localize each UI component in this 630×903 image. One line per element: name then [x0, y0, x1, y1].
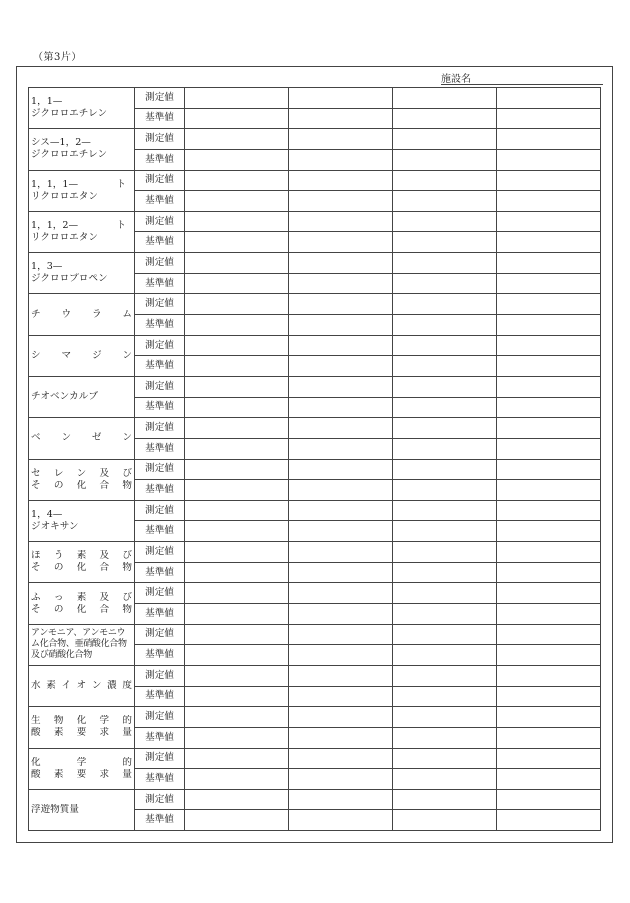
value-input-cell[interactable]: [393, 789, 497, 810]
table-row: [29, 789, 601, 810]
standard-value-label: 基準値: [135, 149, 185, 170]
pollutant-name-cell: [29, 376, 135, 417]
pollutant-name-cell: [29, 542, 135, 583]
table-row: [29, 748, 601, 769]
value-input-cell[interactable]: [393, 727, 497, 748]
table-row: [29, 624, 601, 645]
value-input-cell[interactable]: [289, 707, 393, 728]
pollutant-name-line1: セレン及び: [31, 467, 132, 479]
value-input-cell[interactable]: [497, 211, 601, 232]
value-input-cell[interactable]: [289, 129, 393, 150]
table-row: [29, 583, 601, 604]
pollutant-name-line1: 1，4—: [31, 508, 63, 520]
value-input-cell[interactable]: [393, 191, 497, 212]
table-row: [29, 253, 601, 274]
value-input-cell[interactable]: [289, 727, 393, 748]
pollutant-name-line2: その化合物: [31, 562, 132, 574]
value-input-cell[interactable]: [497, 583, 601, 604]
value-input-cell[interactable]: [497, 789, 601, 810]
value-input-cell[interactable]: [393, 686, 497, 707]
value-input-cell[interactable]: [393, 604, 497, 625]
value-input-cell[interactable]: [289, 480, 393, 501]
value-input-cell[interactable]: [393, 542, 497, 563]
pollutant-name-cell: [29, 170, 135, 211]
value-input-cell[interactable]: [289, 191, 393, 212]
pollutant-name-cell: [29, 294, 135, 335]
value-input-cell[interactable]: [393, 418, 497, 439]
value-input-cell[interactable]: [393, 459, 497, 480]
value-input-cell[interactable]: [497, 438, 601, 459]
pollutant-name-line1: ふっ素及び: [31, 591, 132, 603]
table-row: [29, 707, 601, 728]
value-input-cell[interactable]: [497, 418, 601, 439]
pollutant-name-line2: その化合物: [31, 603, 132, 615]
measured-value-label: 測定値: [135, 542, 185, 563]
pollutant-name-cell: [29, 748, 135, 789]
standard-value-label: 基準値: [135, 191, 185, 212]
value-input-cell[interactable]: [393, 335, 497, 356]
value-input-cell[interactable]: [185, 232, 289, 253]
value-input-cell[interactable]: [185, 521, 289, 542]
pollutant-name-line2: リクロロエタン: [31, 231, 98, 243]
value-input-cell[interactable]: [497, 356, 601, 377]
measured-value-label: 測定値: [135, 170, 185, 191]
measured-value-label: 測定値: [135, 88, 185, 109]
pollutant-name-line2: ジクロロエチレン: [31, 149, 108, 161]
pollutant-name-cell: [29, 335, 135, 376]
value-input-cell[interactable]: [289, 376, 393, 397]
value-input-cell[interactable]: [185, 397, 289, 418]
value-input-cell[interactable]: [497, 645, 601, 666]
pollutant-name-line1: 化学的: [31, 756, 132, 768]
measured-value-label: 測定値: [135, 335, 185, 356]
value-input-cell[interactable]: [185, 810, 289, 831]
value-input-cell[interactable]: [185, 645, 289, 666]
value-input-cell[interactable]: [393, 315, 497, 336]
measured-value-label: 測定値: [135, 707, 185, 728]
pollutant-name-cell: [29, 253, 135, 294]
value-input-cell[interactable]: [497, 88, 601, 109]
measured-value-label: 測定値: [135, 500, 185, 521]
value-input-cell[interactable]: [497, 727, 601, 748]
value-input-cell[interactable]: [497, 191, 601, 212]
value-input-cell[interactable]: [185, 438, 289, 459]
facility-name-label: 施設名: [441, 74, 471, 85]
value-input-cell[interactable]: [289, 88, 393, 109]
measured-value-label: 測定値: [135, 748, 185, 769]
measured-value-label: 測定値: [135, 376, 185, 397]
standard-value-label: 基準値: [135, 727, 185, 748]
value-input-cell[interactable]: [289, 686, 393, 707]
pollutant-name-line1: 1，1，2— ト: [31, 220, 127, 231]
standard-value-label: 基準値: [135, 521, 185, 542]
value-input-cell[interactable]: [393, 665, 497, 686]
value-input-cell[interactable]: [185, 315, 289, 336]
measurement-table: [28, 87, 601, 831]
standard-value-label: 基準値: [135, 604, 185, 625]
value-input-cell[interactable]: [185, 583, 289, 604]
value-input-cell[interactable]: [497, 335, 601, 356]
value-input-cell[interactable]: [497, 232, 601, 253]
value-input-cell[interactable]: [289, 604, 393, 625]
value-input-cell[interactable]: [393, 748, 497, 769]
value-input-cell[interactable]: [185, 108, 289, 129]
pollutant-name-line2: ジクロロプロペン: [31, 273, 108, 285]
value-input-cell[interactable]: [497, 686, 601, 707]
value-input-cell[interactable]: [185, 665, 289, 686]
value-input-cell[interactable]: [289, 810, 393, 831]
measured-value-label: 測定値: [135, 459, 185, 480]
value-input-cell[interactable]: [185, 686, 289, 707]
measured-value-label: 測定値: [135, 789, 185, 810]
value-input-cell[interactable]: [497, 315, 601, 336]
value-input-cell[interactable]: [289, 789, 393, 810]
pollutant-name-cell: [29, 789, 135, 830]
value-input-cell[interactable]: [393, 624, 497, 645]
value-input-cell[interactable]: [497, 129, 601, 150]
value-input-cell[interactable]: [497, 170, 601, 191]
value-input-cell[interactable]: [393, 769, 497, 790]
value-input-cell[interactable]: [497, 459, 601, 480]
standard-value-label: 基準値: [135, 315, 185, 336]
value-input-cell[interactable]: [185, 789, 289, 810]
value-input-cell[interactable]: [185, 211, 289, 232]
measured-value-label: 測定値: [135, 418, 185, 439]
value-input-cell[interactable]: [393, 645, 497, 666]
pollutant-name-cell: [29, 418, 135, 459]
pollutant-name-line2: ジオキサン: [31, 520, 79, 532]
value-input-cell[interactable]: [497, 707, 601, 728]
pollutant-name-line1: 生物化学的: [31, 715, 132, 727]
measured-value-label: 測定値: [135, 665, 185, 686]
value-input-cell[interactable]: [497, 810, 601, 831]
pollutant-name-cell: [29, 88, 135, 129]
value-input-cell[interactable]: [393, 232, 497, 253]
pollutant-name-line1: シマジン: [31, 349, 132, 361]
pollutant-name-cell: [29, 500, 135, 541]
measured-value-label: 測定値: [135, 294, 185, 315]
value-input-cell[interactable]: [289, 315, 393, 336]
table-row: [29, 170, 601, 191]
standard-value-label: 基準値: [135, 273, 185, 294]
pollutant-name-line1: アンモニア、アンモニウム化合物、亜硝酸化合物及び硝酸化合物: [31, 627, 127, 661]
pollutant-name-line1: シス—1，2—: [31, 137, 91, 149]
measured-value-label: 測定値: [135, 211, 185, 232]
pollutant-name-line1: ベンゼン: [31, 432, 132, 444]
standard-value-label: 基準値: [135, 356, 185, 377]
measured-value-label: 測定値: [135, 624, 185, 645]
value-input-cell[interactable]: [185, 88, 289, 109]
value-input-cell[interactable]: [497, 748, 601, 769]
value-input-cell[interactable]: [289, 211, 393, 232]
value-input-cell[interactable]: [185, 294, 289, 315]
value-input-cell[interactable]: [497, 769, 601, 790]
table-row: [29, 500, 601, 521]
value-input-cell[interactable]: [497, 294, 601, 315]
value-input-cell[interactable]: [497, 149, 601, 170]
value-input-cell[interactable]: [289, 500, 393, 521]
value-input-cell[interactable]: [185, 335, 289, 356]
value-input-cell[interactable]: [497, 604, 601, 625]
value-input-cell[interactable]: [185, 191, 289, 212]
facility-name-field[interactable]: [441, 70, 603, 85]
measured-value-label: 測定値: [135, 583, 185, 604]
value-input-cell[interactable]: [393, 438, 497, 459]
value-input-cell[interactable]: [289, 438, 393, 459]
value-input-cell[interactable]: [289, 294, 393, 315]
standard-value-label: 基準値: [135, 562, 185, 583]
value-input-cell[interactable]: [185, 500, 289, 521]
table-row: [29, 211, 601, 232]
pollutant-name-line1: チウラム: [31, 308, 132, 320]
value-input-cell[interactable]: [393, 521, 497, 542]
value-input-cell[interactable]: [393, 294, 497, 315]
value-input-cell[interactable]: [497, 500, 601, 521]
value-input-cell[interactable]: [289, 521, 393, 542]
value-input-cell[interactable]: [497, 108, 601, 129]
value-input-cell[interactable]: [393, 500, 497, 521]
table-row: [29, 542, 601, 563]
value-input-cell[interactable]: [289, 583, 393, 604]
value-input-cell[interactable]: [497, 665, 601, 686]
table-row: [29, 294, 601, 315]
table-row: [29, 335, 601, 356]
value-input-cell[interactable]: [289, 149, 393, 170]
pollutant-name-line1: 浮遊物質量: [31, 803, 79, 815]
value-input-cell[interactable]: [185, 542, 289, 563]
value-input-cell[interactable]: [289, 335, 393, 356]
value-input-cell[interactable]: [393, 129, 497, 150]
table-row: [29, 459, 601, 480]
standard-value-label: 基準値: [135, 686, 185, 707]
standard-value-label: 基準値: [135, 397, 185, 418]
pollutant-name-line2: 酸素要求量: [31, 727, 132, 739]
standard-value-label: 基準値: [135, 438, 185, 459]
value-input-cell[interactable]: [185, 769, 289, 790]
value-input-cell[interactable]: [393, 149, 497, 170]
value-input-cell[interactable]: [185, 376, 289, 397]
pollutant-name-cell: [29, 459, 135, 500]
value-input-cell[interactable]: [497, 562, 601, 583]
standard-value-label: 基準値: [135, 810, 185, 831]
table-row: [29, 376, 601, 397]
value-input-cell[interactable]: [393, 170, 497, 191]
value-input-cell[interactable]: [289, 397, 393, 418]
value-input-cell[interactable]: [185, 149, 289, 170]
value-input-cell[interactable]: [393, 253, 497, 274]
value-input-cell[interactable]: [289, 748, 393, 769]
standard-value-label: 基準値: [135, 108, 185, 129]
value-input-cell[interactable]: [185, 727, 289, 748]
value-input-cell[interactable]: [393, 480, 497, 501]
value-input-cell[interactable]: [393, 810, 497, 831]
value-input-cell[interactable]: [289, 418, 393, 439]
value-input-cell[interactable]: [393, 108, 497, 129]
pollutant-name-cell: [29, 624, 135, 665]
value-input-cell[interactable]: [185, 170, 289, 191]
value-input-cell[interactable]: [289, 562, 393, 583]
value-input-cell[interactable]: [289, 273, 393, 294]
value-input-cell[interactable]: [185, 253, 289, 274]
measured-value-label: 測定値: [135, 253, 185, 274]
standard-value-label: 基準値: [135, 769, 185, 790]
pollutant-name-line1: チオベンカルブ: [31, 391, 98, 403]
standard-value-label: 基準値: [135, 232, 185, 253]
pollutant-name-cell: [29, 583, 135, 624]
pollutant-name-line1: 1，3—: [31, 261, 63, 273]
value-input-cell[interactable]: [393, 211, 497, 232]
page-number-label: （第3片）: [33, 52, 82, 63]
table-row: [29, 129, 601, 150]
pollutant-name-line2: その化合物: [31, 479, 132, 491]
standard-value-label: 基準値: [135, 645, 185, 666]
value-input-cell[interactable]: [497, 273, 601, 294]
value-input-cell[interactable]: [289, 665, 393, 686]
value-input-cell[interactable]: [185, 418, 289, 439]
value-input-cell[interactable]: [393, 707, 497, 728]
value-input-cell[interactable]: [185, 604, 289, 625]
value-input-cell[interactable]: [393, 562, 497, 583]
pollutant-name-cell: [29, 129, 135, 170]
value-input-cell[interactable]: [289, 170, 393, 191]
measured-value-label: 測定値: [135, 129, 185, 150]
value-input-cell[interactable]: [497, 397, 601, 418]
value-input-cell[interactable]: [289, 769, 393, 790]
value-input-cell[interactable]: [185, 273, 289, 294]
value-input-cell[interactable]: [185, 707, 289, 728]
value-input-cell[interactable]: [289, 108, 393, 129]
value-input-cell[interactable]: [289, 624, 393, 645]
value-input-cell[interactable]: [289, 459, 393, 480]
value-input-cell[interactable]: [289, 645, 393, 666]
standard-value-label: 基準値: [135, 480, 185, 501]
value-input-cell[interactable]: [185, 356, 289, 377]
value-input-cell[interactable]: [393, 356, 497, 377]
value-input-cell[interactable]: [289, 356, 393, 377]
pollutant-name-line2: 酸素要求量: [31, 768, 132, 780]
pollutant-name-line1: 水素イオン濃度: [31, 680, 132, 692]
pollutant-name-line2: ジクロロエチレン: [31, 108, 108, 120]
table-row: [29, 88, 601, 109]
pollutant-name-line1: 1，1—: [31, 96, 63, 108]
value-input-cell[interactable]: [497, 624, 601, 645]
value-input-cell[interactable]: [393, 397, 497, 418]
value-input-cell[interactable]: [393, 376, 497, 397]
value-input-cell[interactable]: [185, 480, 289, 501]
table-row: [29, 665, 601, 686]
value-input-cell[interactable]: [393, 273, 497, 294]
pollutant-name-cell: [29, 707, 135, 748]
pollutant-name-line1: ほう素及び: [31, 550, 132, 562]
value-input-cell[interactable]: [185, 562, 289, 583]
pollutant-name-line1: 1，1，1— ト: [31, 178, 127, 190]
value-input-cell[interactable]: [289, 253, 393, 274]
pollutant-name-cell: [29, 211, 135, 252]
value-input-cell[interactable]: [497, 376, 601, 397]
value-input-cell[interactable]: [185, 748, 289, 769]
value-input-cell[interactable]: [289, 542, 393, 563]
value-input-cell[interactable]: [289, 232, 393, 253]
value-input-cell[interactable]: [393, 88, 497, 109]
value-input-cell[interactable]: [497, 480, 601, 501]
value-input-cell[interactable]: [497, 253, 601, 274]
pollutant-name-line2: リクロロエタン: [31, 190, 98, 202]
value-input-cell[interactable]: [497, 521, 601, 542]
value-input-cell[interactable]: [393, 583, 497, 604]
value-input-cell[interactable]: [497, 542, 601, 563]
value-input-cell[interactable]: [185, 129, 289, 150]
pollutant-name-cell: [29, 665, 135, 706]
value-input-cell[interactable]: [185, 624, 289, 645]
value-input-cell[interactable]: [185, 459, 289, 480]
table-row: [29, 418, 601, 439]
